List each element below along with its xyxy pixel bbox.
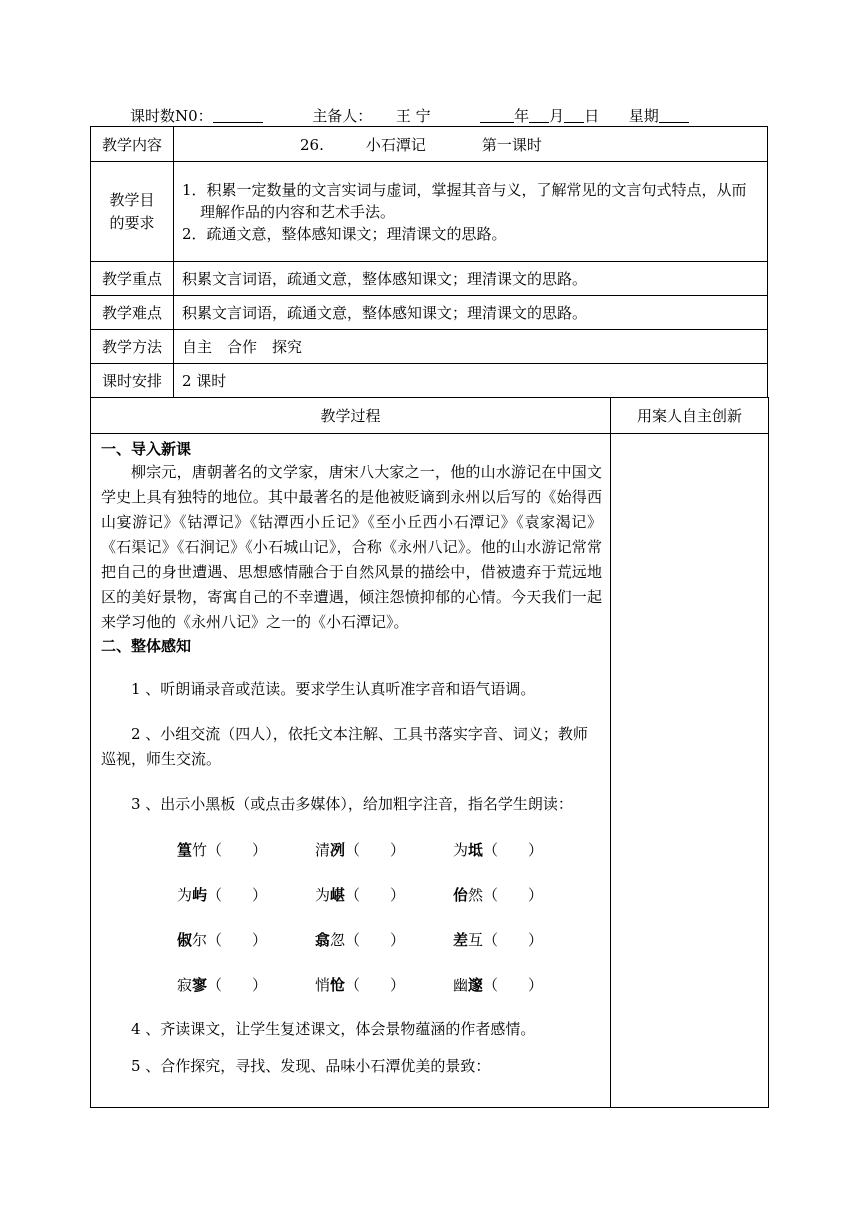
- bold-char: 屿: [192, 886, 208, 904]
- answer-blank[interactable]: （ ）: [345, 976, 406, 994]
- weekday-blank[interactable]: [659, 104, 689, 123]
- preparer-label: 主备人：: [312, 107, 373, 125]
- pronunciation-row: [177, 837, 602, 863]
- plain-char: 为: [315, 886, 331, 904]
- goals-row: [91, 162, 768, 262]
- bold-char: 佁: [453, 886, 469, 904]
- pronunciation-item: [453, 972, 591, 998]
- goals-list: [182, 179, 759, 245]
- answer-blank[interactable]: （ ）: [345, 841, 406, 859]
- notes-column[interactable]: [611, 434, 769, 1108]
- bold-char: 怆: [330, 976, 346, 994]
- process-content: [91, 434, 611, 1108]
- year-label: 年: [514, 107, 530, 125]
- section-title: 二、整体感知: [101, 637, 192, 655]
- pronunciation-row: [177, 972, 602, 998]
- answer-blank[interactable]: 忽（ ）: [330, 931, 406, 949]
- teaching-process-table: [90, 397, 769, 1108]
- intro-paragraph: 柳宗元，唐朝著名的文学家，唐宋八大家之一，他的山水游记在中国文学史上具有独特的地位。其中最著名的是他被贬谪到永州以后写的《始得西山宴游记》《钴潭记》《钴潭西小丘记》《至小丘西小石潭记》《袁家渴记》《石渠记》《石涧记》《小石城山记》，合称《永州八记》。他的山水游记常常把自己的身世遭遇、思想感情融合于自然风景的描绘中，借被遗弃于荒远地区的美好景物，寄寓自己的不幸遭遇，倾注怨愤抑郁的心情。今天我们一起来学习他的《永州八记》之一的《小石潭记》。: [101, 463, 602, 631]
- plain-char: 清: [315, 841, 331, 859]
- schedule-value: 2 课时: [174, 364, 768, 398]
- pronunciation-item: [315, 927, 453, 953]
- method-value: 自主 合作 探究: [174, 330, 768, 364]
- bold-char: 坻: [468, 841, 484, 859]
- lesson-info-table: [90, 126, 768, 398]
- content-row: [91, 127, 768, 162]
- focus-row: [91, 262, 768, 296]
- answer-blank[interactable]: （ ）: [483, 841, 544, 859]
- answer-blank[interactable]: （ ）: [207, 976, 268, 994]
- pronunciation-row: [177, 927, 602, 953]
- pronunciation-grid: [101, 837, 602, 998]
- pronunciation-item: [315, 972, 453, 998]
- difficulty-value: 积累文言词语，疏通文意，整体感知课文；理清课文的思路。: [174, 296, 768, 330]
- content-title: 小石潭记: [365, 135, 426, 154]
- pronunciation-item: [177, 882, 315, 908]
- focus-value: 积累文言词语，疏通文意，整体感知课文；理清课文的思路。: [174, 262, 768, 296]
- notes-column-header: 用案人自主创新: [611, 398, 769, 434]
- pronunciation-item: [177, 927, 315, 953]
- difficulty-row: [91, 296, 768, 330]
- process-body-row: [91, 434, 769, 1108]
- difficulty-label: 教学难点: [91, 296, 174, 330]
- plain-char: 悄: [315, 976, 331, 994]
- month-blank[interactable]: [529, 104, 549, 123]
- plain-char: 为: [453, 841, 469, 859]
- goals-value: [174, 162, 768, 262]
- plain-char: 为: [177, 886, 193, 904]
- weekday-label: 星期: [628, 107, 659, 125]
- bold-char: 翕: [315, 931, 331, 949]
- process-column-header: 教学过程: [91, 398, 611, 434]
- answer-blank[interactable]: 竹（ ）: [192, 841, 268, 859]
- answer-blank[interactable]: 尔（ ）: [192, 931, 268, 949]
- bold-char: 寥: [192, 976, 208, 994]
- pronunciation-item: [177, 972, 315, 998]
- preparer-name: 王 宁: [395, 107, 431, 125]
- lesson-no-blank[interactable]: [213, 104, 263, 123]
- focus-label: 教学重点: [91, 262, 174, 296]
- answer-blank[interactable]: 然（ ）: [468, 886, 544, 904]
- content-value: [174, 127, 768, 162]
- pronunciation-row: [177, 882, 602, 908]
- schedule-label: 课时安排: [91, 364, 174, 398]
- plain-char: 寂: [177, 976, 193, 994]
- pronunciation-item: [315, 837, 453, 863]
- bold-char: 篁: [177, 841, 193, 859]
- goals-label: 教学目的要求: [91, 162, 174, 262]
- answer-blank[interactable]: （ ）: [483, 976, 544, 994]
- pronunciation-item: [453, 882, 591, 908]
- step-item: 2 、小组交流（四人），依托文本注解、工具书落实字音、词义；教师巡视，师生交流。: [101, 725, 588, 768]
- goal-item: 2．疏通文意，整体感知课文；理清课文的思路。: [182, 224, 507, 243]
- answer-blank[interactable]: 互（ ）: [468, 931, 544, 949]
- step-item: 3 、出示小黑板（或点击多媒体），给加粗字注音，指名学生朗读：: [131, 795, 573, 813]
- bold-char: 邃: [468, 976, 484, 994]
- bold-char: 冽: [330, 841, 346, 859]
- answer-blank[interactable]: （ ）: [345, 886, 406, 904]
- step-item: 1 、听朗诵录音或范读。要求学生认真听准字音和语气语调。: [131, 680, 536, 698]
- lesson-no-label: 课时数N0：: [130, 107, 213, 125]
- content-number: 26.: [300, 135, 324, 154]
- day-label: 日: [584, 107, 600, 125]
- plain-char: 幽: [453, 976, 469, 994]
- step-item: 4 、齐读课文，让学生复述课文，体会景物蕴涵的作者感情。: [131, 1020, 536, 1038]
- bold-char: 俶: [177, 931, 193, 949]
- content-session: 第一课时: [481, 135, 542, 154]
- method-label: 教学方法: [91, 330, 174, 364]
- pronunciation-item: [453, 927, 591, 953]
- bold-char: 差: [453, 931, 469, 949]
- schedule-row: [91, 364, 768, 398]
- process-header-row: [91, 398, 769, 434]
- year-blank[interactable]: [480, 104, 514, 123]
- pronunciation-item: [315, 882, 453, 908]
- content-label: 教学内容: [91, 127, 174, 162]
- day-blank[interactable]: [564, 104, 584, 123]
- bold-char: 嵁: [330, 886, 346, 904]
- method-row: [91, 330, 768, 364]
- answer-blank[interactable]: （ ）: [207, 886, 268, 904]
- step-item: 5 、合作探究，寻找、发现、品味小石潭优美的景致：: [131, 1057, 491, 1075]
- month-label: 月: [549, 107, 565, 125]
- pronunciation-item: [453, 837, 591, 863]
- pronunciation-item: [177, 837, 315, 863]
- section-title: 一、导入新课: [101, 440, 192, 458]
- goal-item: 1．积累一定数量的文言实词与虚词，掌握其音与义，了解常见的文言句式特点，从而理解作品的内容和艺术手法。: [182, 180, 747, 221]
